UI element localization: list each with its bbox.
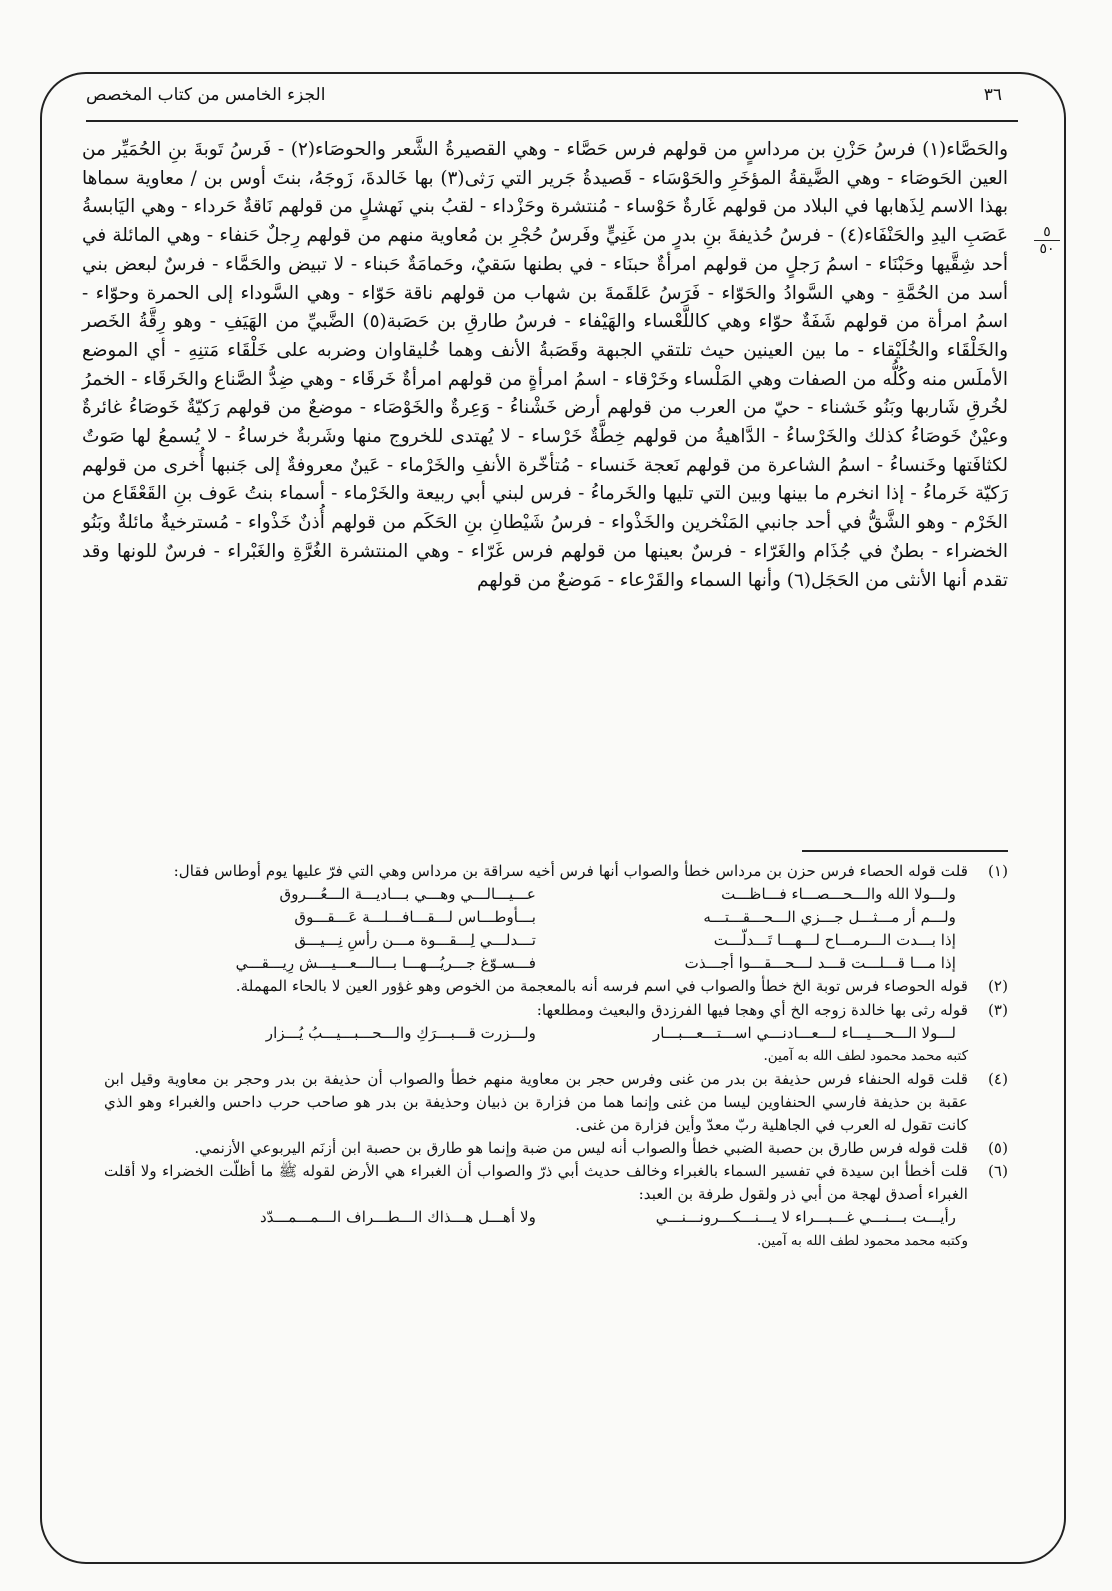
footnotes bbox=[104, 860, 1008, 1253]
footnote-number: (٦) bbox=[987, 1162, 1008, 1181]
footnote-text: قلت قوله فرس طارق بن حصبة الضبي خطأ والصواب أنه ليس من ضبة وإنما هو طارق بن حصبة ابن أزنَم اليربوعي الأزنمي. bbox=[194, 1139, 968, 1158]
footnote-1 bbox=[104, 860, 1008, 975]
running-header bbox=[86, 82, 1002, 108]
verse-line bbox=[104, 1022, 968, 1045]
verse-hemistich: ولـــزرت قـــبـــرَكِ والـــحـــبـــيـــبُ يُـــزار bbox=[265, 1023, 536, 1042]
margin-page-marker bbox=[1032, 225, 1062, 256]
verse-line bbox=[104, 929, 968, 952]
verse-line bbox=[104, 906, 968, 929]
footnote-number: (٣) bbox=[987, 1000, 1008, 1019]
verse-line bbox=[104, 952, 968, 975]
marker-bottom: ٥٠ bbox=[1039, 241, 1055, 257]
footnote-rule bbox=[802, 850, 1008, 852]
verse-line bbox=[104, 883, 968, 906]
verse-hemistich: لـــولا الـــحـــيـــاء لـــعـــادنـــي اســـتـــعـــبـــار bbox=[652, 1023, 956, 1042]
footnote-text: قلت قوله الحصاء فرس حزن بن مرداس خطأ والصواب أنها فرس أخيه سراقة بن مرداس وهي التي فرّ عليها يوم أوطاس فقال: bbox=[173, 862, 968, 880]
verse-hemistich: إذا مـــا قـــلـــت قـــد لـــحـــقـــوا أجـــذت bbox=[684, 954, 956, 973]
footnote-text: قوله رثى بها خالدة زوجه الخ أي وهجا فيها الفرزدق والبعيث ومطلعها: bbox=[536, 1000, 968, 1019]
verse-line bbox=[104, 1206, 968, 1229]
footnote-text: قوله الحوصاء فرس توبة الخ خطأ والصواب في اسم فرسه أنه بالمعجمة من الخوص وهو غؤور العين لا بالحاء المهملة. bbox=[235, 977, 968, 996]
verse-hemistich: بـــأوطـــاس لـــقـــافـــلـــة عَـــقـــوق bbox=[294, 908, 536, 927]
footnote-number: (٥) bbox=[987, 1139, 1008, 1158]
verse-hemistich: فـــسـوّغ جـــريُـــهـــا بـــالـــعـــيـــش رِيـــقـــي bbox=[235, 954, 536, 973]
marker-top: ٥ bbox=[1043, 224, 1051, 240]
footnote-3 bbox=[104, 999, 1008, 1068]
footnote-2 bbox=[104, 975, 1008, 998]
verse-hemistich: رأيـــت بـــنـــي غـــبـــراء لا يـــنـــكـــرونـــنـــي bbox=[655, 1208, 956, 1227]
footnote-signature: وكتبه محمد محمود لطف الله به آمين. bbox=[756, 1232, 968, 1249]
footnote-5 bbox=[104, 1137, 1008, 1160]
footnote-6 bbox=[104, 1160, 1008, 1252]
page-number: ٣٦ bbox=[983, 85, 1002, 105]
verse-hemistich: عـــيـــالـــي وهـــي بـــاديـــة الـــعُـــروق bbox=[279, 885, 536, 904]
footnote-number: (١) bbox=[987, 862, 1008, 880]
verse-hemistich: ولا أهـــل هـــذاك الـــطـــراف الـــمـــمـــدّد bbox=[260, 1208, 536, 1227]
verse-hemistich: إذا بـــدت الـــرمـــاح لـــهـــا تَـــدلّـــت bbox=[713, 931, 956, 950]
footnote-number: (٤) bbox=[987, 1069, 1008, 1088]
book-title: الجزء الخامس من كتاب المخصص bbox=[86, 85, 326, 105]
header-rule bbox=[86, 120, 1018, 122]
main-text bbox=[82, 136, 1008, 595]
verse-hemistich: ولـــم أر مـــثـــل جـــزي الـــحـــقـــتـــه bbox=[703, 908, 956, 927]
footnote-4 bbox=[104, 1068, 1008, 1137]
main-paragraph: والحَصَّاء(١) فرسُ حَزْنِ بن مرداسٍ من قولهم فرس حَصَّاء - وهي القصيرةُ الشَّعر والحوصَاء(٢) - فَرسُ تَوبةَ بنِ الحُمَيِّر من العين الحَوصَاء - وهي الضَّيقةُ المؤخَرِ والحَوْسَاء - قَصيدةُ جَرير التي رَثى(٣) بها خَالدةَ، زَوجَهُ، بنتَ أوس بن / معاوية سماها بهذا الاسم لِذَهابها في البلاد من قولهم غَارةٌ حَوْساء - مُنتشرة وحَزْداء - لقبُ بني نَهشلٍ من قولهم نَاقةٌ حَرداء - وهي اليَابسةُ عَصَبِ اليدِ والحَنْفَاء(٤) - فرسُ حُذيفةَ بنِ بدرٍ من غَنِيٍّ وفَرسُ حُجْرِ بن مُعاوية منهم من قولهم رِجلٌ حَنفاء - وهي المائلة في أحد شِقَّيها وحَبْنَاء - اسمُ رَجلٍ من قولهم امرأةٌ حبنَاء - في بطنها سَقيٌ، وحَمامَةٌ حَبناء - لا تبيض والحَمَّاء - فرسٌ لبعض بني أسد من الحُمَّةِ - وهي السَّوادُ والحَوّاء - فَرَسُ عَلقَمةَ بن شهاب من قولهم ناقة حَوّاء - وهي السَّوداء إلى الحمرة وحوّاء - اسمُ امرأة من قولهم شَفَةٌ حوّاء وهي كاللَّعْساء والهَيْفاء - فرسُ طارقِ بن حَصَبة(٥) الضَّبيِّ من الهَيَفِ - وهو رِقَّةُ الخَصر والخَلْقَاء والخُلَيْقاء - ما بين العينين حيث تلتقي الجبهة وقَصَبةُ الأنف وهما خُليقاوان وضربه على خَلْقَاء مَتنِهِ - أي الموضع الأملَس منه وكُلُّه من الصفات وهي المَلْساء وخَرْقاء - اسمُ امرأةٍ من قولهم امرأةٌ خَرقَاء - وهي ضِدُّ الصَّناع والخَرقَاء - الخمرُ لخُرقِ شَاربها وبَنُو خَشناء - حيّ من العرب من قولهم أرض خَشْناءُ - وَعِرةٌ والخَوْصَاء - موضعٌ من قولهم رَكيّةٌ خَوصَاءُ غائرةٌ وعيْنٌ خَوصَاءُ كذلك والخَرْساءُ - الدَّاهيةُ من قولهم خِطَّةٌ خَرْساء - لا يُهتدى للخروج منها وشَربةٌ خرساءُ - لا يُسمعُ لها صَوتٌ لكثافَتها وخَنساءُ - اسمُ الشاعرة من قولهم نَعجة خَنساء - مُتأخّرة الأنفِ والخَرْماء - عَينٌ معروفةٌ إلى جَنبها أُخرى من قولهم رَكيّة خَرماءُ - إذا انخرم ما بينها وبين التي تليها والخَرماءُ - فرس لبني أبي ربيعة والخَرْماء - أسماء بنتُ عَوف بنِ القَعْقَاع من الخَرْم - وهو الشَّقُّ في أحد جانبي المَنْخرين والخَذْواء - فرسُ شَيْطانِ بنِ الحَكَم من قولهم أُذنٌ خَذْواء - مُسترخيةٌ مائلةٌ وبَنُو الخضراء - بطنٌ في جُذَام والغَرّاء - فرسٌ بعينها من قولهم فرس غَرّاء - وهي المنتشرة الغُرَّةِ والغَبْراء - فرسٌ للونها وقد تقدم أنها الأنثى من الحَجَل(٦) وأنها السماء والقَرْعاء - مَوضعٌ من قولهم bbox=[82, 139, 1008, 591]
footnote-text: قلت أخطأ ابن سيدة في تفسير السماء بالغبراء وخالف حديث أبي ذرّ والصواب أن الغبراء هي الأرض لقوله ﷺ ما أظلّت الخضراء ولا أقلت الغبراء أصدق لهجة من أبي ذر ولقول طرفة بن العبد: bbox=[104, 1162, 968, 1204]
footnote-signature: كتبه محمد محمود لطف الله به آمين. bbox=[763, 1047, 968, 1064]
verse-hemistich: تـــدلـــي لِـــقـــوة مـــن رأسِ نِـــيـــق bbox=[294, 931, 536, 950]
verse-hemistich: ولـــولا الله والـــحـــصـــاء فـــاظـــت bbox=[721, 885, 956, 904]
footnote-text: قلت قوله الحنفاء فرس حذيفة بن بدر من غنى وفرس حجر بن معاوية منهم خطأ والصواب أن حذيفة بن بدر وحجر بن معاوية وقيل ابن عقبة بن حذيفة فارسي الحنفاوين ليسا من غنى وإنما هما من فزارة بن ذبيان وحذيفة بن بدر هو صاحب حرب داحس والغبراء وهو الذي كانت تقول له العرب في الجاهلية ربّ معدّ وأين فزارة من غنى. bbox=[104, 1069, 968, 1135]
footnote-number: (٢) bbox=[987, 977, 1008, 996]
